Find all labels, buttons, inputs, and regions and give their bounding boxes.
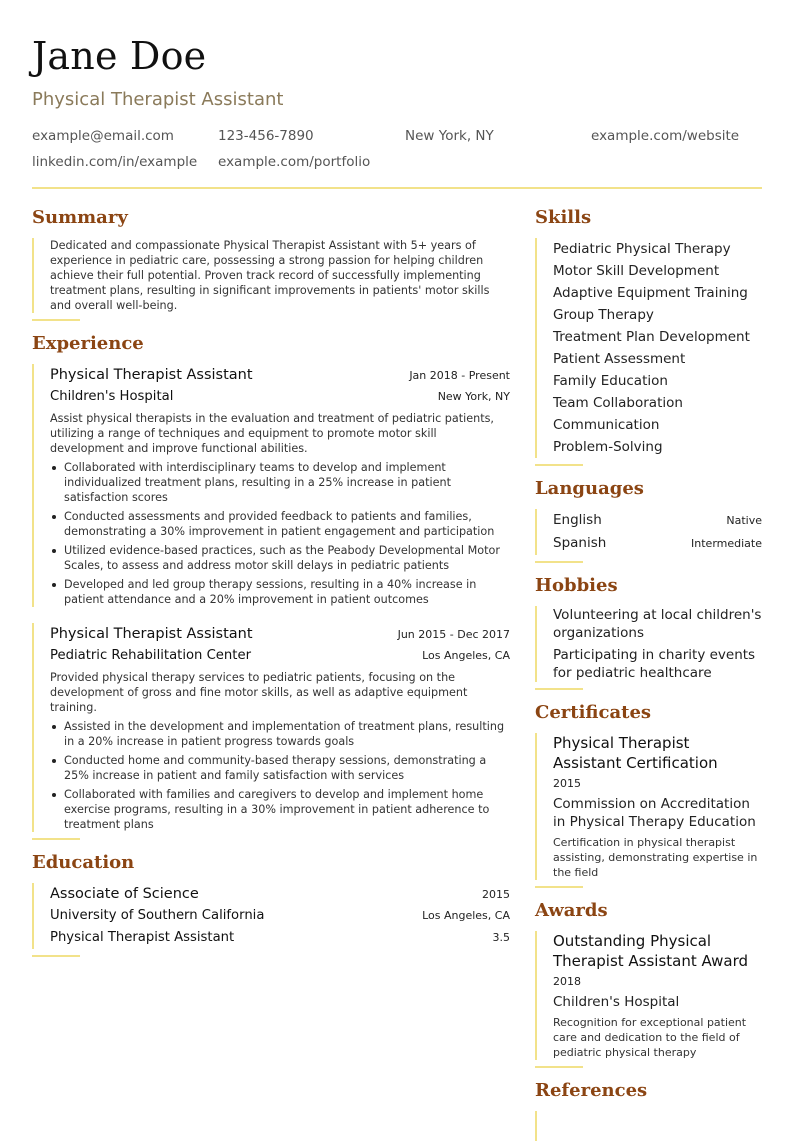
summary-text: Dedicated and compassionate Physical Therapist Assistant with 5+ years of experience in pediatric care, possessing a strong passion for helping children achieve their full potential. Proven track record of successfully implementing treatment plans, resulting in significant improvements in patients' motor skills and overall well-being. — [50, 239, 490, 312]
section-underline — [535, 1066, 583, 1068]
section-underline — [535, 886, 583, 888]
job-entry — [32, 364, 510, 607]
candidate-name: Jane Doe — [32, 34, 207, 78]
right-column — [535, 205, 762, 1141]
languages-block — [535, 509, 762, 555]
skill-item: Adaptive Equipment Training — [553, 285, 748, 301]
awards-heading: Awards — [535, 900, 608, 921]
certificate-year: 2015 — [553, 777, 581, 790]
education-gpa: 3.5 — [492, 931, 510, 944]
education-degree: Associate of Science — [50, 886, 199, 902]
skill-item: Group Therapy — [553, 307, 654, 323]
skills-heading: Skills — [535, 207, 592, 228]
skill-item: Pediatric Physical Therapy — [553, 241, 731, 257]
award-year: 2018 — [553, 975, 581, 988]
section-underline — [32, 319, 80, 321]
language-row — [553, 532, 762, 555]
skill-item: Family Education — [553, 373, 668, 389]
job-bullet: Conducted assessments and provided feedback to patients and families, demonstrating a 30% improvement in patient engagement and participation — [50, 509, 510, 539]
job-bullet: Utilized evidence-based practices, such as the Peabody Developmental Motor Scales, to assess and address motor skill delays in pediatric patients — [50, 543, 510, 573]
job-bullet: Collaborated with families and caregivers to develop and implement home exercise programs, resulting in a 30% improvement in patient adherence to treatment plans — [50, 787, 510, 832]
hobby-item: Volunteering at local children's organizations — [553, 607, 762, 641]
language-level: Intermediate — [691, 537, 762, 550]
award-name: Outstanding Physical Therapist Assistant Award — [553, 932, 749, 970]
job-title: Physical Therapist Assistant — [50, 367, 253, 383]
job-location: Los Angeles, CA — [422, 649, 510, 662]
award-description: Recognition for exceptional patient care and dedication to the field of pediatric physical therapy — [553, 1016, 747, 1059]
section-underline — [535, 688, 583, 690]
education-school: University of Southern California — [50, 908, 265, 923]
job-company: Children's Hospital — [50, 389, 174, 404]
job-entry — [32, 623, 510, 832]
awards-block — [535, 931, 762, 1060]
job-bullets — [50, 719, 510, 832]
job-bullet: Collaborated with interdisciplinary teams to develop and implement individualized treatment plans, resulting in a 25% increase in patient satisfaction scores — [50, 460, 510, 505]
job-bullets — [50, 460, 510, 607]
contact-location: New York, NY — [405, 128, 494, 144]
language-name: English — [553, 512, 602, 528]
section-underline — [535, 464, 583, 466]
job-description: Assist physical therapists in the evaluation and treatment of pediatric patients, utilizing a range of techniques and equipment to promote motor skill development and improve functional abilities. — [50, 412, 494, 455]
contact-linkedin[interactable]: linkedin.com/in/example — [32, 154, 198, 170]
education-field: Physical Therapist Assistant — [50, 930, 235, 945]
header-divider — [32, 187, 762, 189]
job-title: Physical Therapist Assistant — [50, 626, 253, 642]
education-block — [32, 883, 510, 949]
contact-portfolio[interactable]: example.com/portfolio — [218, 154, 371, 170]
job-location: New York, NY — [437, 390, 510, 403]
job-bullet: Conducted home and community-based therapy sessions, demonstrating a 25% increase in patient and family satisfaction with services — [50, 753, 510, 783]
hobbies-block — [535, 606, 762, 682]
language-level: Native — [726, 514, 762, 527]
job-date: Jan 2018 - Present — [409, 369, 510, 382]
certificate-issuer: Commission on Accreditation in Physical Therapy Education — [553, 796, 756, 830]
section-underline — [535, 561, 583, 563]
contact-email[interactable]: example@email.com — [32, 128, 174, 144]
certificate-name: Physical Therapist Assistant Certification — [553, 734, 718, 772]
summary-block — [32, 238, 510, 313]
contact-phone[interactable]: 123-456-7890 — [218, 128, 314, 144]
job-description: Provided physical therapy services to pediatric patients, focusing on the development of gross and fine motor skills, as well as adaptive equipment training. — [50, 671, 468, 714]
skill-item: Treatment Plan Development — [553, 329, 750, 345]
job-company: Pediatric Rehabilitation Center — [50, 648, 251, 663]
skills-block — [535, 238, 762, 458]
skill-item: Motor Skill Development — [553, 263, 720, 279]
education-location: Los Angeles, CA — [422, 909, 510, 922]
job-date: Jun 2015 - Dec 2017 — [397, 628, 510, 641]
education-year: 2015 — [482, 888, 510, 901]
hobby-item: Participating in charity events for pediatric healthcare — [553, 647, 756, 681]
skill-item: Communication — [553, 417, 660, 433]
contact-website[interactable]: example.com/website — [591, 128, 740, 144]
certificate-description: Certification in physical therapist assisting, demonstrating expertise in the field — [553, 836, 758, 879]
skill-item: Patient Assessment — [553, 351, 686, 367]
candidate-role: Physical Therapist Assistant — [32, 89, 284, 110]
skill-item: Problem-Solving — [553, 439, 663, 455]
summary-heading: Summary — [32, 207, 128, 228]
language-name: Spanish — [553, 535, 607, 551]
references-block — [535, 1111, 762, 1141]
award-issuer: Children's Hospital — [553, 994, 680, 1010]
left-column — [32, 205, 510, 967]
certificates-block — [535, 733, 762, 880]
skill-item: Team Collaboration — [553, 395, 683, 411]
section-underline — [32, 955, 80, 957]
hobbies-heading: Hobbies — [535, 575, 618, 596]
language-row — [553, 509, 762, 532]
education-heading: Education — [32, 852, 135, 873]
certificates-heading: Certificates — [535, 702, 652, 723]
job-bullet: Assisted in the development and implementation of treatment plans, resulting in a 20% increase in patient progress towards goals — [50, 719, 510, 749]
section-underline — [32, 838, 80, 840]
languages-heading: Languages — [535, 478, 644, 499]
references-heading: References — [535, 1080, 648, 1101]
job-bullet: Developed and led group therapy sessions, resulting in a 40% increase in patient attendance and a 20% improvement in patient outcomes — [50, 577, 510, 607]
experience-heading: Experience — [32, 333, 144, 354]
